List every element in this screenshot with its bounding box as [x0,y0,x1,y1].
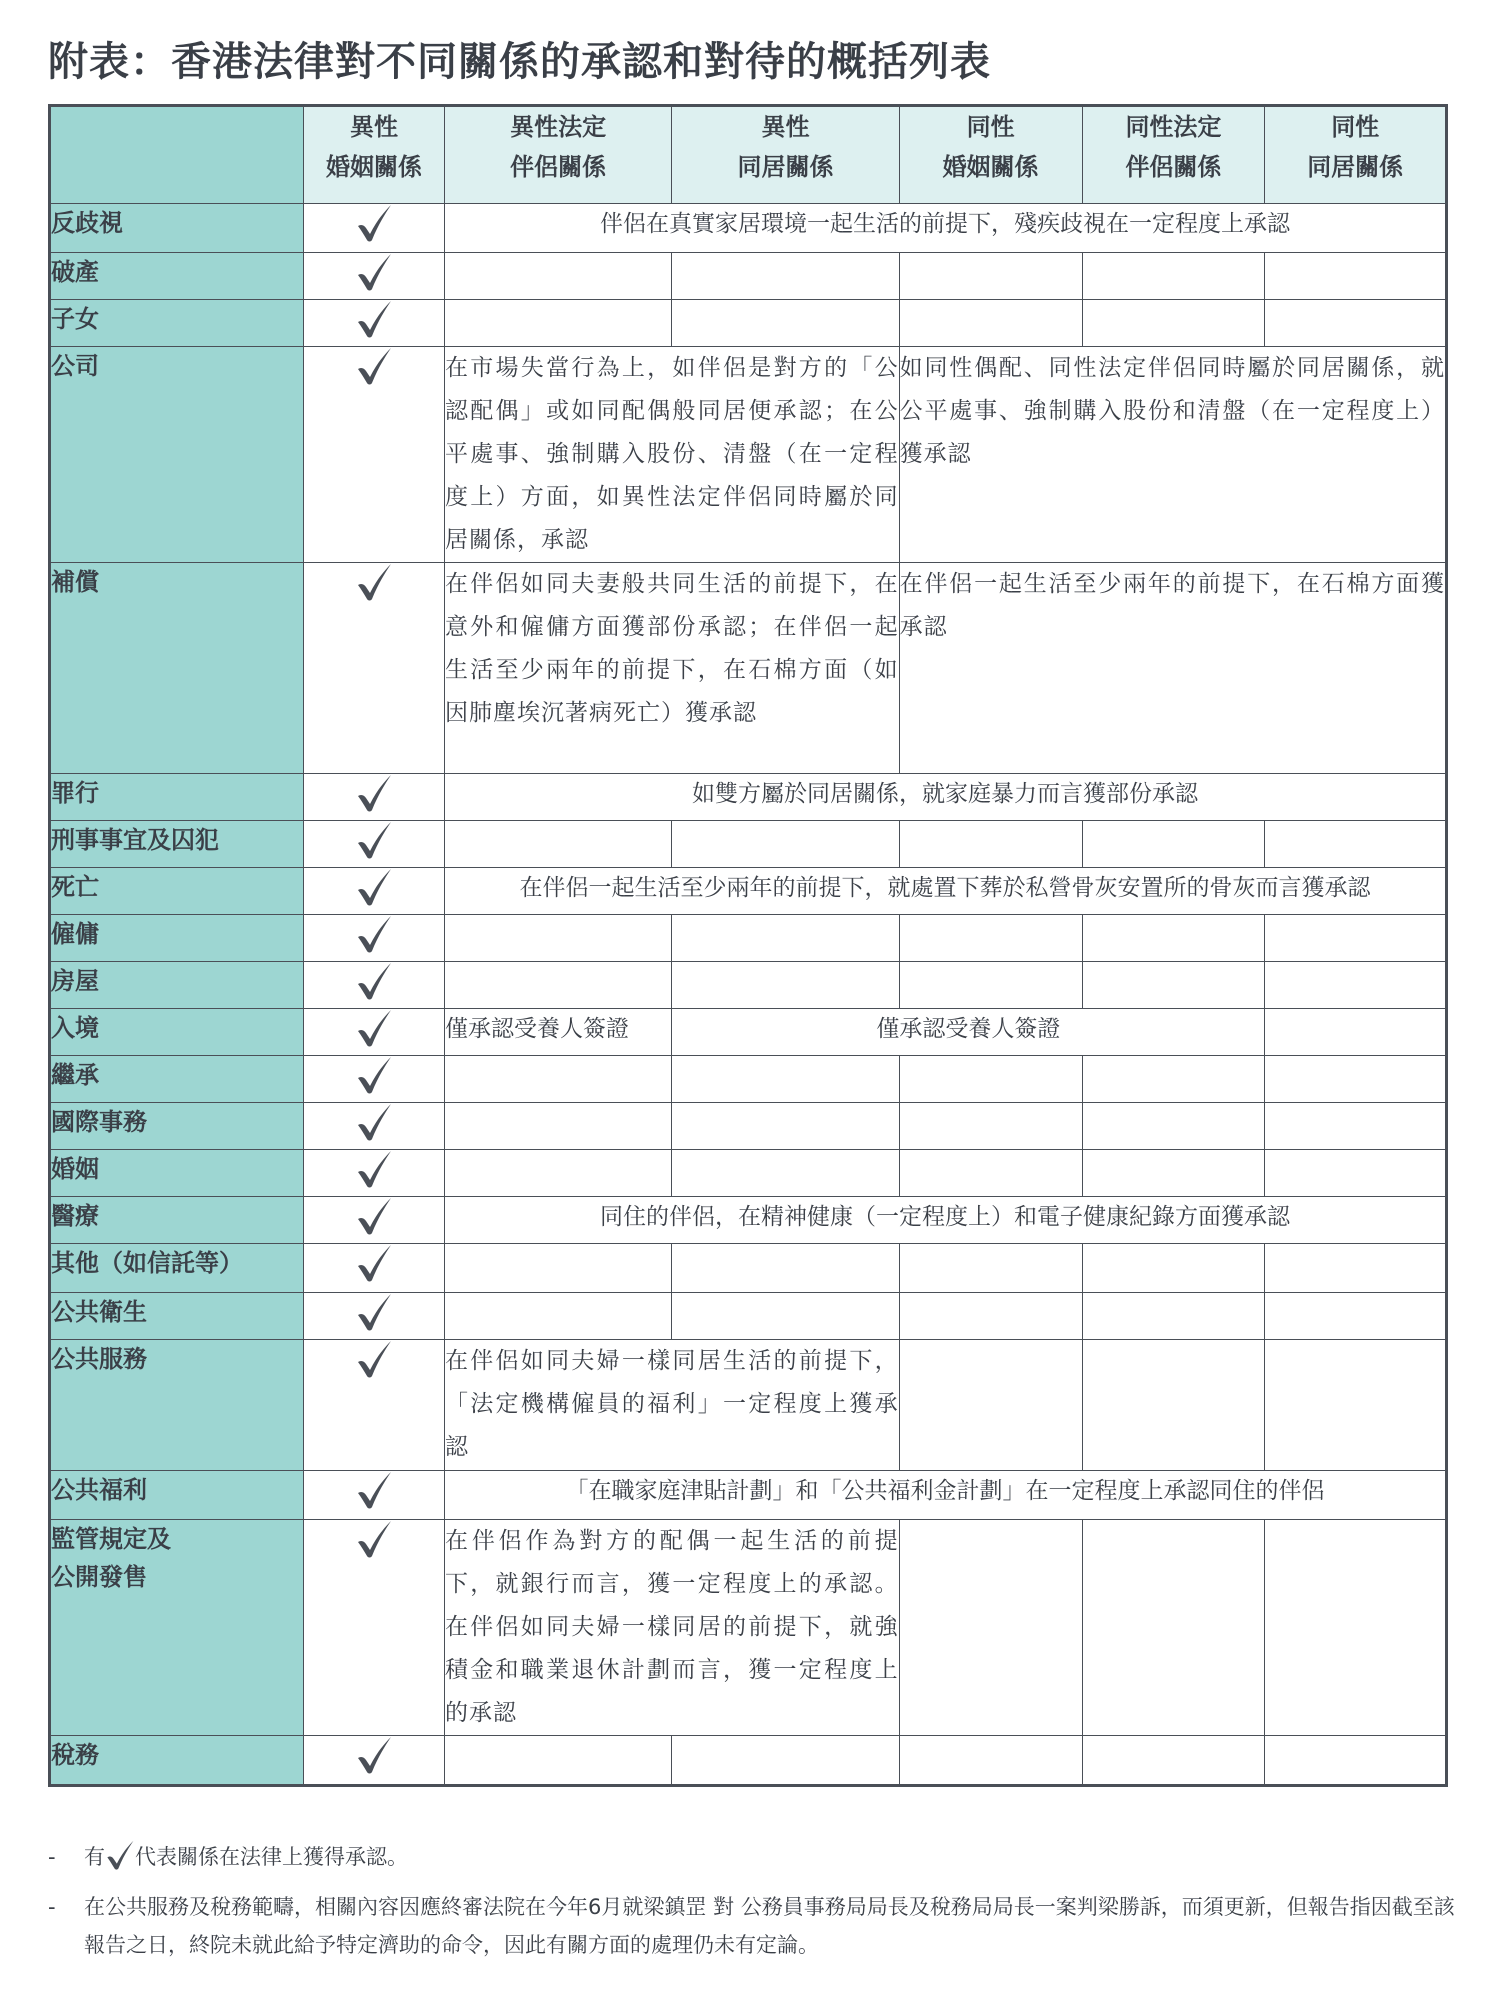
table-row [50,253,1447,300]
empty-cell [444,1244,671,1293]
table-row [50,300,1447,347]
row-label: 破產 [50,253,304,300]
empty-cell [899,1520,1082,1736]
check-cell [304,563,445,774]
table-row [50,1736,1447,1786]
empty-cell [444,1103,671,1150]
empty-cell [444,1056,671,1103]
header-same-sex-marriage: 同性 婚姻關係 [899,106,1082,204]
table-row [50,962,1447,1009]
checkmark-icon [356,1745,392,1764]
empty-cell [1082,1244,1265,1293]
empty-cell [672,253,899,300]
check-cell [304,1293,445,1340]
table-row [50,1103,1447,1150]
checkmark-icon [356,971,392,990]
empty-cell [672,1056,899,1103]
empty-cell [444,1150,671,1197]
empty-cell [672,962,899,1009]
header-hetero-civil-partnership: 異性法定 伴侶關係 [444,106,671,204]
checkmark-icon [356,1529,392,1548]
table-row [50,1520,1447,1736]
checkmark-icon [356,1018,392,1037]
empty-cell [899,1150,1082,1197]
table-row [50,204,1447,253]
empty-cell [1265,300,1447,347]
checkmark-icon [356,1112,392,1131]
empty-cell [1082,962,1265,1009]
empty-cell [899,1103,1082,1150]
empty-cell [899,1340,1082,1471]
empty-cell [899,1056,1082,1103]
empty-cell [1082,1056,1265,1103]
checkmark-icon [356,1253,392,1272]
table-row [50,1009,1447,1056]
table-row [50,868,1447,915]
table-row [50,563,1447,774]
check-cell [304,253,445,300]
recognition-note: 僅承認受養人簽證 [672,1009,1265,1056]
row-label: 罪行 [50,774,304,821]
row-label: 公司 [50,347,304,563]
check-cell [304,774,445,821]
empty-cell [899,1736,1082,1786]
check-cell [304,1103,445,1150]
check-cell [304,1340,445,1471]
footnotes [48,1838,1458,1976]
table-row [50,1340,1447,1471]
recognition-note: 在伴侶如同夫妻般共同生活的前提下，在意外和僱傭方面獲部份承認；在伴侶一起生活至少兩年的前提下，在石棉方面（如因肺塵埃沉著病死亡）獲承認 [444,563,899,774]
empty-cell [1265,1244,1447,1293]
row-label: 公共服務 [50,1340,304,1471]
table-row [50,1056,1447,1103]
empty-cell [444,962,671,1009]
empty-cell [672,1103,899,1150]
row-label: 死亡 [50,868,304,915]
checkmark-icon [105,1845,135,1869]
check-cell [304,868,445,915]
empty-cell [672,300,899,347]
header-hetero-cohabitation: 異性 同居關係 [672,106,899,204]
check-cell [304,1009,445,1056]
table-row [50,821,1447,868]
empty-cell [899,1293,1082,1340]
checkmark-icon [356,924,392,943]
footnote-court-update: - 在公共服務及稅務範疇，相關內容因應終審法院在今年6月就梁鎮罡 對 公務員事務局局長及稅務局局長一案判梁勝訴，而須更新，但報告指因截至該報告之日，終院未就此給予特定濟助的命令，因此有關方面的處理仍未有定論。 [48,1888,1458,1964]
checkmark-icon [356,262,392,281]
empty-cell [1265,1103,1447,1150]
empty-cell [1082,1520,1265,1736]
empty-cell [444,1293,671,1340]
empty-cell [1265,962,1447,1009]
check-cell [304,1056,445,1103]
header-row [50,106,1447,204]
empty-cell [899,962,1082,1009]
checkmark-icon [356,309,392,328]
table-row [50,774,1447,821]
empty-cell [1082,1340,1265,1471]
empty-cell [444,1736,671,1786]
checkmark-icon [356,572,392,591]
row-label: 國際事務 [50,1103,304,1150]
empty-cell [672,1244,899,1293]
checkmark-icon [356,877,392,896]
check-cell [304,347,445,563]
empty-cell [672,1736,899,1786]
empty-cell [1082,300,1265,347]
row-label: 繼承 [50,1056,304,1103]
empty-cell [899,821,1082,868]
checkmark-icon [356,1302,392,1321]
row-label: 婚姻 [50,1150,304,1197]
checkmark-icon [356,1065,392,1084]
checkmark-icon [356,356,392,375]
row-label: 稅務 [50,1736,304,1786]
empty-cell [672,1293,899,1340]
empty-cell [1082,1736,1265,1786]
row-label: 房屋 [50,962,304,1009]
empty-cell [1265,1340,1447,1471]
empty-cell [899,300,1082,347]
empty-cell [1082,1150,1265,1197]
recognition-note: 在伴侶一起生活至少兩年的前提下，在石棉方面獲承認 [899,563,1446,774]
recognition-note: 如雙方屬於同居關係，就家庭暴力而言獲部份承認 [444,774,1446,821]
empty-cell [672,1150,899,1197]
check-cell [304,1471,445,1520]
check-cell [304,1197,445,1244]
empty-cell [1265,1520,1447,1736]
empty-cell [899,1244,1082,1293]
table-row [50,1293,1447,1340]
row-label: 僱傭 [50,915,304,962]
empty-cell [1265,915,1447,962]
row-label: 醫療 [50,1197,304,1244]
check-cell [304,300,445,347]
empty-cell [1265,1736,1447,1786]
check-cell [304,1520,445,1736]
bullet-dash: - [48,1895,56,1919]
table-row [50,1197,1447,1244]
empty-cell [1265,1056,1447,1103]
empty-cell [1265,1150,1447,1197]
empty-cell [1082,1293,1265,1340]
check-cell [304,821,445,868]
recognition-note: 在市場失當行為上，如伴侶是對方的「公認配偶」或如同配偶般同居便承認；在公平處事、強制購入股份、清盤（在一定程度上）方面，如異性法定伴侶同時屬於同居關係，承認 [444,347,899,563]
recognition-note: 在伴侶作為對方的配偶一起生活的前提下，就銀行而言，獲一定程度上的承認。在伴侶如同夫婦一樣同居的前提下，就強積金和職業退休計劃而言，獲一定程度上的承認 [444,1520,899,1736]
recognition-note: 在伴侶如同夫婦一樣同居生活的前提下，「法定機構僱員的福利」一定程度上獲承認 [444,1340,899,1471]
header-same-sex-civil-partnership: 同性法定 伴侶關係 [1082,106,1265,204]
table-row [50,915,1447,962]
checkmark-icon [356,1480,392,1499]
recognition-note: 僅承認受養人簽證 [444,1009,671,1056]
table-row [50,1471,1447,1520]
row-label: 補償 [50,563,304,774]
recognition-note: 如同性偶配、同性法定伴侶同時屬於同居關係，就公平處事、強制購入股份和清盤（在一定程度上）獲承認 [899,347,1446,563]
check-cell [304,915,445,962]
bullet-dash: - [48,1845,56,1869]
checkmark-icon [356,1159,392,1178]
checkmark-icon [356,783,392,802]
recognition-note: 「在職家庭津貼計劃」和「公共福利金計劃」在一定程度上承認同住的伴侶 [444,1471,1446,1520]
checkmark-icon [356,830,392,849]
recognition-note: 伴侶在真實家居環境一起生活的前提下，殘疾歧視在一定程度上承認 [444,204,1446,253]
table-row [50,347,1447,563]
empty-cell [899,915,1082,962]
check-cell [304,1244,445,1293]
row-label: 監管規定及 公開發售 [50,1520,304,1736]
empty-cell [1082,1103,1265,1150]
empty-cell [1265,1293,1447,1340]
check-cell [304,204,445,253]
table-row [50,1150,1447,1197]
page-title: 附表：香港法律對不同關係的承認和對待的概括列表 [48,39,991,85]
empty-cell [672,821,899,868]
empty-cell [672,915,899,962]
check-cell [304,962,445,1009]
empty-cell [1082,821,1265,868]
checkmark-icon [356,1349,392,1368]
check-cell [304,1736,445,1786]
empty-cell [444,915,671,962]
header-corner [50,106,304,204]
row-label: 子女 [50,300,304,347]
empty-cell [1265,1009,1447,1056]
row-label: 入境 [50,1009,304,1056]
row-label: 刑事事宜及囚犯 [50,821,304,868]
empty-cell [899,253,1082,300]
recognition-table [48,104,1448,1787]
empty-cell [1082,253,1265,300]
empty-cell [444,821,671,868]
row-label: 公共衛生 [50,1293,304,1340]
header-same-sex-cohabitation: 同性 同居關係 [1265,106,1447,204]
empty-cell [1082,915,1265,962]
recognition-note: 同住的伴侶，在精神健康（一定程度上）和電子健康紀錄方面獲承認 [444,1197,1446,1244]
footnote-checkmark-legend: - 有 代表關係在法律上獲得承認。 [48,1838,1458,1876]
row-label: 公共福利 [50,1471,304,1520]
empty-cell [1265,821,1447,868]
checkmark-icon [356,213,392,232]
empty-cell [444,300,671,347]
empty-cell [444,253,671,300]
check-cell [304,1150,445,1197]
recognition-note: 在伴侶一起生活至少兩年的前提下，就處置下葬於私營骨灰安置所的骨灰而言獲承認 [444,868,1446,915]
row-label: 反歧視 [50,204,304,253]
header-hetero-marriage: 異性 婚姻關係 [304,106,445,204]
table-row [50,1244,1447,1293]
row-label: 其他（如信託等） [50,1244,304,1293]
empty-cell [1265,253,1447,300]
checkmark-icon [356,1206,392,1225]
